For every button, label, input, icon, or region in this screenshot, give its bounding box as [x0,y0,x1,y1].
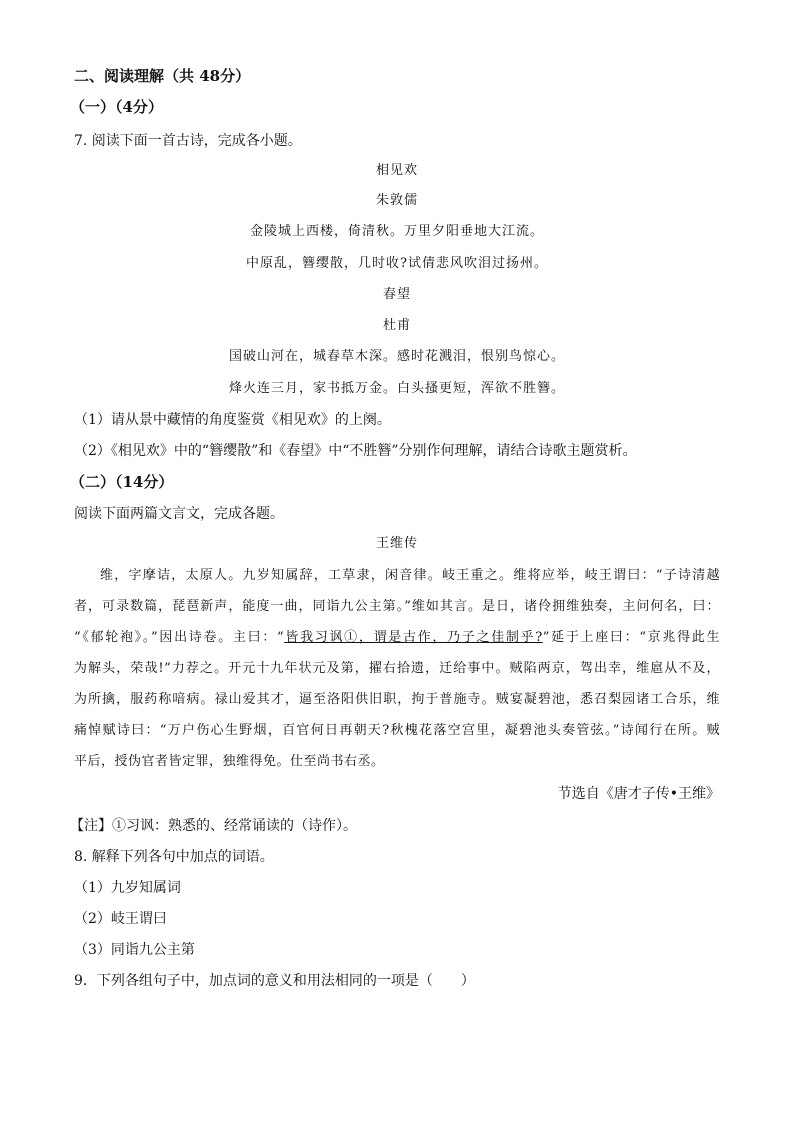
part2-heading: （二）（14分） [70,473,174,491]
prose-line-5: 为所擒，服药称喑病。禄山爱其才，逼至洛阳供旧职，拘于普施寺。贼宴凝碧池，悉召梨园诸工合乐，维 [74,692,720,707]
prose-title: 王维传 [375,536,418,551]
question-9: 9．下列各组句子中，加点词的意义和用法相同的一项是（ ） [74,973,475,989]
section-title: 二、阅读理解（共 48分） [74,67,251,85]
prose-line-3c: ”延于上座曰：“京兆得此生 [542,630,720,645]
poem2-title: 春望 [382,287,411,302]
subquestion-1: （1）请从景中藏情的角度鉴赏《相见欢》的上阕。 [74,412,391,428]
question-8: 8. 解释下列各句中加点的词语。 [74,849,274,865]
subquestion-2: （2）《相见欢》中的“簪缨散”和《春望》中“不胜簪”分别作何理解，请结合诗歌主题赏析。 [74,443,637,459]
poem2-line-1: 国破山河在，城春草木深。感时花溅泪，恨别鸟惊心。 [228,349,565,364]
poem1-author: 朱敦儒 [375,193,418,208]
poem1-title: 相见欢 [375,163,418,178]
part1-heading: （一）（4分） [70,98,163,116]
prose-line-6: 痛悼赋诗曰：“万户伤心生野烟，百官何日再朝天?秋槐花落空宫里，凝碧池头奏管弦。”诗闻行在所。贼 [74,723,720,738]
poem1-line-1: 金陵城上西楼，倚清秋。万里夕阳垂地大江流。 [249,224,544,239]
q8-item-1: （1）九岁知属词 [74,880,181,896]
prose-source: 节选自《唐才子传•王维》 [557,786,720,802]
poem1-line-2: 中原乱，簪缨散，几时收?试倩悲风吹泪过扬州。 [246,256,548,271]
q8-item-3: （3）同诣九公主第 [74,942,195,958]
prose-line-4: 为解头，荣哉!”力荐之。开元十九年状元及第，擢右拾遗，迁给事中。贼陷两京，驾出幸，维扈从不及， [74,661,720,676]
poem2-author: 杜甫 [382,318,411,333]
prose-line-3 [74,622,720,653]
q8-item-2: （2）岐王谓曰 [74,911,167,927]
question-7: 7. 阅读下面一首古诗，完成各小题。 [74,133,302,149]
underlined-quote: 皆我习讽①，谓是古作，乃子之佳制乎? [284,630,543,645]
prose-line-1: 维，字摩诘，太原人。九岁知属辞，工草隶，闲音律。岐王重之。维将应举，岐王谓曰：“子诗清越 [100,568,720,583]
poem2-line-2: 烽火连三月，家书抵万金。白头搔更短，浑欲不胜簪。 [228,381,565,396]
prose-line-7: 平后，授伪官者皆定罪，独维得免。仕至尚书右丞。 [74,754,385,769]
part2-intro: 阅读下面两篇文言文，完成各题。 [74,506,284,522]
annotation-note: 【注】①习讽：熟悉的、经常诵读的（诗作）。 [70,818,357,834]
prose-line-3a: “《郁轮袍》。”因出诗卷。主曰：“ [74,630,285,645]
prose-line-2: 者，可录数篇，琵琶新声，能度一曲，同诣九公主第。”维如其言。是日，诸伶拥维独奏，主问何名，曰： [74,599,720,614]
